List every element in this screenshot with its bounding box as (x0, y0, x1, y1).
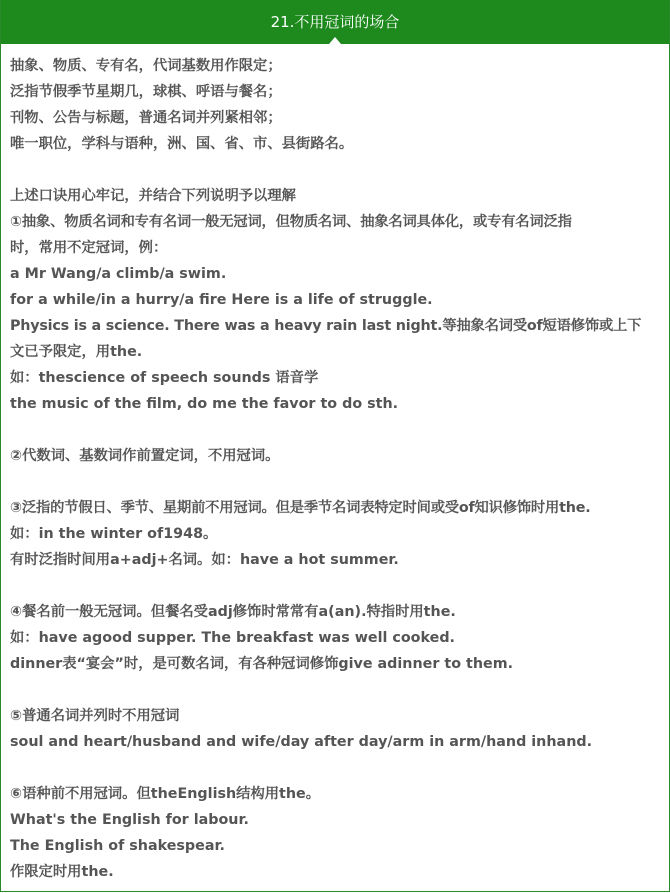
blank-line (10, 469, 669, 495)
rule-1-line-1: ①抽象、物质名词和专有名词一般无冠词，但物质名词、抽象名词具体化，或专有名词泛指 (10, 214, 572, 230)
section-title: 21.不用冠词的场合 (270, 13, 400, 31)
mnemonic-line-2: 泛指节假季节星期几，球棋、呼语与餐名； (10, 84, 282, 100)
blank-line (10, 755, 669, 781)
rule-1-example-5: 如：thescience of speech sounds 语音学 (10, 370, 319, 386)
rule-6-example-1: What's the English for labour. (10, 812, 249, 828)
rule-4-line-1: ④餐名前一般无冠词。但餐名受adj修饰时常常有a(an).特指时用the. (10, 604, 456, 620)
mnemonic-line-3: 刊物、公告与标题，普通名词并列紧相邻； (10, 110, 282, 126)
rule-3-example-1: 如：in the winter of1948。 (10, 526, 218, 542)
blank-line (10, 677, 669, 703)
rule-1-example-2: for a while/in a hurry/a fire Here is a life of struggle. (10, 292, 433, 308)
rule-1-example-6: the music of the film, do me the favor to do sth. (10, 396, 399, 412)
rule-1-line-2: 时，常用不定冠词，例： (10, 240, 168, 256)
rule-6-example-3: 作限定时用the. (10, 864, 114, 880)
rule-5-example-1: soul and heart/husband and wife/day after day/arm in arm/hand inhand. (10, 734, 593, 750)
rule-6-example-2: The English of shakespear. (10, 838, 225, 854)
mnemonic-line-4: 唯一职位，学科与语种，洲、国、省、市、县街路名。 (10, 136, 354, 152)
rule-6-line-1: ⑥语种前不用冠词。但theEnglish结构用the。 (10, 786, 321, 802)
article-body (1, 44, 669, 885)
rule-1-example-4: 文已予限定，用the. (10, 344, 143, 360)
blank-line (10, 573, 669, 599)
header-notch-decoration (329, 37, 341, 44)
rule-1-example-1: a Mr Wang/a climb/a swim. (10, 266, 227, 282)
mnemonic-line-1: 抽象、物质、专有名，代词基数用作限定； (10, 58, 282, 74)
rule-1-example-3: Physics is a science. There was a heavy rain last night.等抽象名词受of短语修饰或上下 (10, 318, 642, 334)
rule-2-line: ②代数词、基数词作前置定词，不用冠词。 (10, 448, 280, 464)
rule-5-line-1: ⑤普通名词并列时不用冠词 (10, 708, 180, 724)
blank-line (10, 157, 669, 183)
rule-4-example-2: dinner表“宴会”时，是可数名词，有各种冠词修饰give adinner to them. (10, 656, 514, 672)
blank-line (10, 417, 669, 443)
rule-3-example-2: 有时泛指时间用a+adj+名词。如：have a hot summer. (10, 552, 399, 568)
intro-line: 上述口诀用心牢记，并结合下列说明予以理解 (10, 188, 296, 204)
rule-3-line-1: ③泛指的节假日、季节、星期前不用冠词。但是季节名词表特定时间或受of知识修饰时用the. (10, 500, 591, 516)
section-header (1, 0, 669, 44)
rule-4-example-1: 如：have agood supper. The breakfast was well cooked. (10, 630, 455, 646)
